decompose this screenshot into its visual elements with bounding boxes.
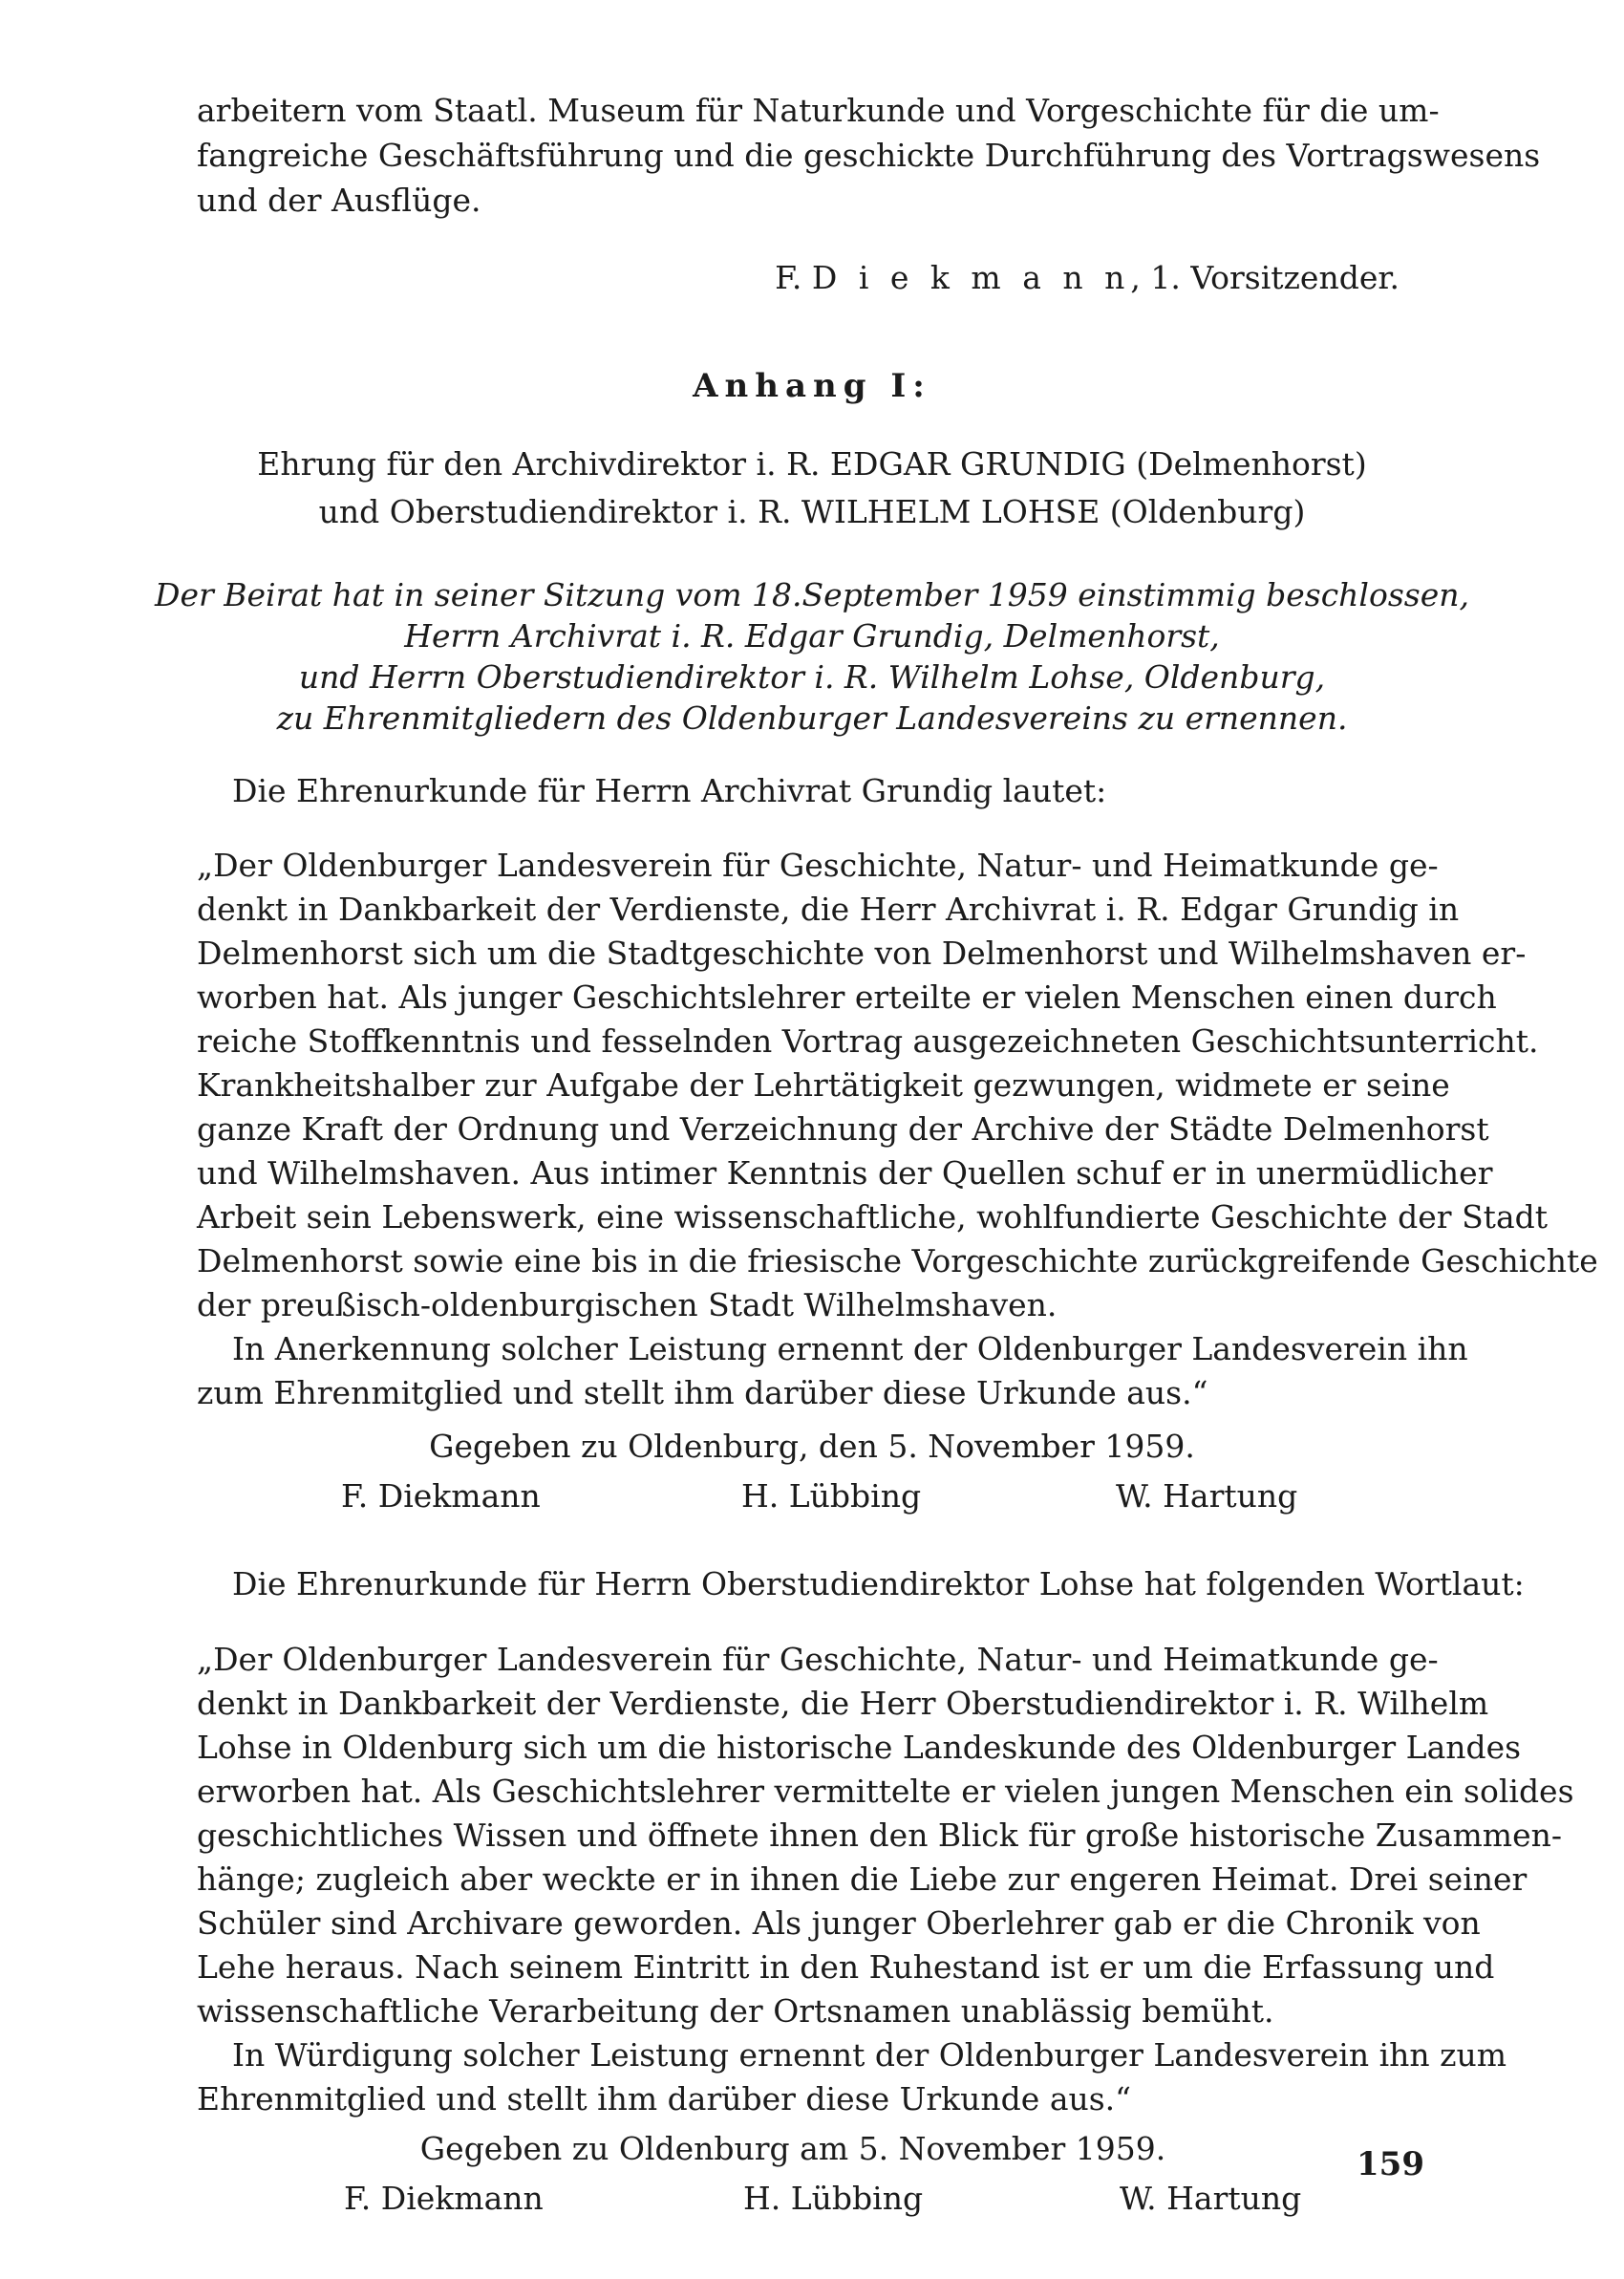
lohse-intro: Die Ehrenurkunde für Herrn Oberstudiendirektor Lohse hat folgenden Wortlaut: [232, 1565, 1525, 1602]
grundig-closing-2: zum Ehrenmitglied und stellt ihm darüber diese Urkunde aus.“ [197, 1374, 1208, 1411]
lohse-line-9: wissenschaftliche Verarbeitung der Ortsnamen unablässig bemüht. [197, 1992, 1274, 2030]
intro-line-3: und der Ausflüge. [197, 182, 481, 219]
page-number: 159 [1357, 2145, 1424, 2183]
lohse-signatory-2: H. Lübbing [743, 2180, 924, 2217]
grundig-line-11: der preußisch-oldenburgischen Stadt Wilhelmshaven. [197, 1286, 1058, 1323]
grundig-given: Gegeben zu Oldenburg, den 5. November 1959. [429, 1428, 1195, 1465]
appendix-subtitle-2: und Oberstudiendirektor i. R. WILHELM LOHSE (Oldenburg) [318, 493, 1306, 530]
grundig-line-2: denkt in Dankbarkeit der Verdienste, die Herr Archivrat i. R. Edgar Grundig in [197, 891, 1460, 928]
intro-line-1: arbeitern vom Staatl. Museum für Naturkunde und Vorgeschichte für die um- [197, 92, 1440, 129]
grundig-line-10: Delmenhorst sowie eine bis in die friesische Vorgeschichte zurückgreifende Geschichte [197, 1242, 1598, 1279]
signature-name: D i e k m a n n [811, 259, 1131, 296]
lohse-signatory-1: F. Diekmann [344, 2180, 544, 2217]
signature-prefix: F. [775, 259, 812, 296]
lohse-line-6: hänge; zugleich aber weckte er in ihnen die Liebe zur engeren Heimat. Drei seiner [197, 1860, 1528, 1898]
grundig-line-9: Arbeit sein Lebenswerk, eine wissenschaftliche, wohlfundierte Geschichte der Stadt [197, 1198, 1549, 1236]
resolution-line-2: Herrn Archivrat i. R. Edgar Grundig, Delmenhorst, [404, 617, 1220, 655]
grundig-line-1: „Der Oldenburger Landesverein für Geschichte, Natur- und Heimatkunde ge- [197, 847, 1439, 884]
lohse-line-5: geschichtliches Wissen und öffnete ihnen den Blick für große historische Zusammen- [197, 1817, 1563, 1854]
grundig-signatory-3: W. Hartung [1116, 1477, 1298, 1515]
signature-suffix: , 1. Vorsitzender. [1130, 259, 1400, 296]
grundig-intro: Die Ehrenurkunde für Herrn Archivrat Grundig lautet: [232, 772, 1107, 809]
chairman-signature [775, 260, 1400, 296]
lohse-given: Gegeben zu Oldenburg am 5. November 1959. [419, 2130, 1166, 2167]
lohse-line-7: Schüler sind Archivare geworden. Als junger Oberlehrer gab er die Chronik von [197, 1904, 1481, 1942]
grundig-signatory-1: F. Diekmann [341, 1477, 541, 1515]
lohse-closing-2: Ehrenmitglied und stellt ihm darüber diese Urkunde aus.“ [197, 2080, 1132, 2118]
lohse-line-4: erworben hat. Als Geschichtslehrer vermittelte er vielen jungen Menschen ein solides [197, 1773, 1574, 1810]
grundig-signatory-2: H. Lübbing [741, 1477, 922, 1515]
lohse-line-8: Lehe heraus. Nach seinem Eintritt in den Ruhestand ist er um die Erfassung und [197, 1948, 1495, 1986]
intro-line-2: fangreiche Geschäftsführung und die geschickte Durchführung des Vortragswesens [197, 137, 1541, 174]
lohse-closing-1: In Würdigung solcher Leistung ernennt der Oldenburger Landesverein ihn zum [232, 2036, 1507, 2074]
lohse-line-3: Lohse in Oldenburg sich um die historische Landeskunde des Oldenburger Landes [197, 1729, 1522, 1766]
lohse-line-2: denkt in Dankbarkeit der Verdienste, die Herr Oberstudiendirektor i. R. Wilhelm [197, 1685, 1489, 1722]
grundig-closing-1: In Anerkennung solcher Leistung ernennt der Oldenburger Landesverein ihn [232, 1330, 1468, 1367]
appendix-subtitle-1: Ehrung für den Archivdirektor i. R. EDGAR GRUNDIG (Delmenhorst) [257, 445, 1367, 483]
grundig-line-4: worben hat. Als junger Geschichtslehrer erteilte er vielen Menschen einen durch [197, 978, 1497, 1016]
appendix-heading: Anhang I: [693, 367, 931, 405]
grundig-line-8: und Wilhelmshaven. Aus intimer Kenntnis der Quellen schuf er in unermüdlicher [197, 1154, 1493, 1192]
grundig-line-6: Krankheitshalber zur Aufgabe der Lehrtätigkeit gezwungen, widmete er seine [197, 1066, 1450, 1104]
grundig-line-7: ganze Kraft der Ordnung und Verzeichnung der Archive der Städte Delmenhorst [197, 1110, 1489, 1148]
resolution-line-4: zu Ehrenmitgliedern des Oldenburger Landesvereins zu ernennen. [276, 699, 1348, 737]
lohse-signatory-3: W. Hartung [1120, 2180, 1302, 2217]
grundig-line-3: Delmenhorst sich um die Stadtgeschichte von Delmenhorst und Wilhelmshaven er- [197, 935, 1527, 972]
lohse-line-1: „Der Oldenburger Landesverein für Geschichte, Natur- und Heimatkunde ge- [197, 1641, 1439, 1678]
grundig-line-5: reiche Stoffkenntnis und fesselnden Vortrag ausgezeichneten Geschichtsunterricht. [197, 1022, 1539, 1060]
resolution-line-1: Der Beirat hat in seiner Sitzung vom 18.September 1959 einstimmig beschlossen, [155, 576, 1469, 613]
resolution-line-3: und Herrn Oberstudiendirektor i. R. Wilhelm Lohse, Oldenburg, [298, 658, 1326, 696]
